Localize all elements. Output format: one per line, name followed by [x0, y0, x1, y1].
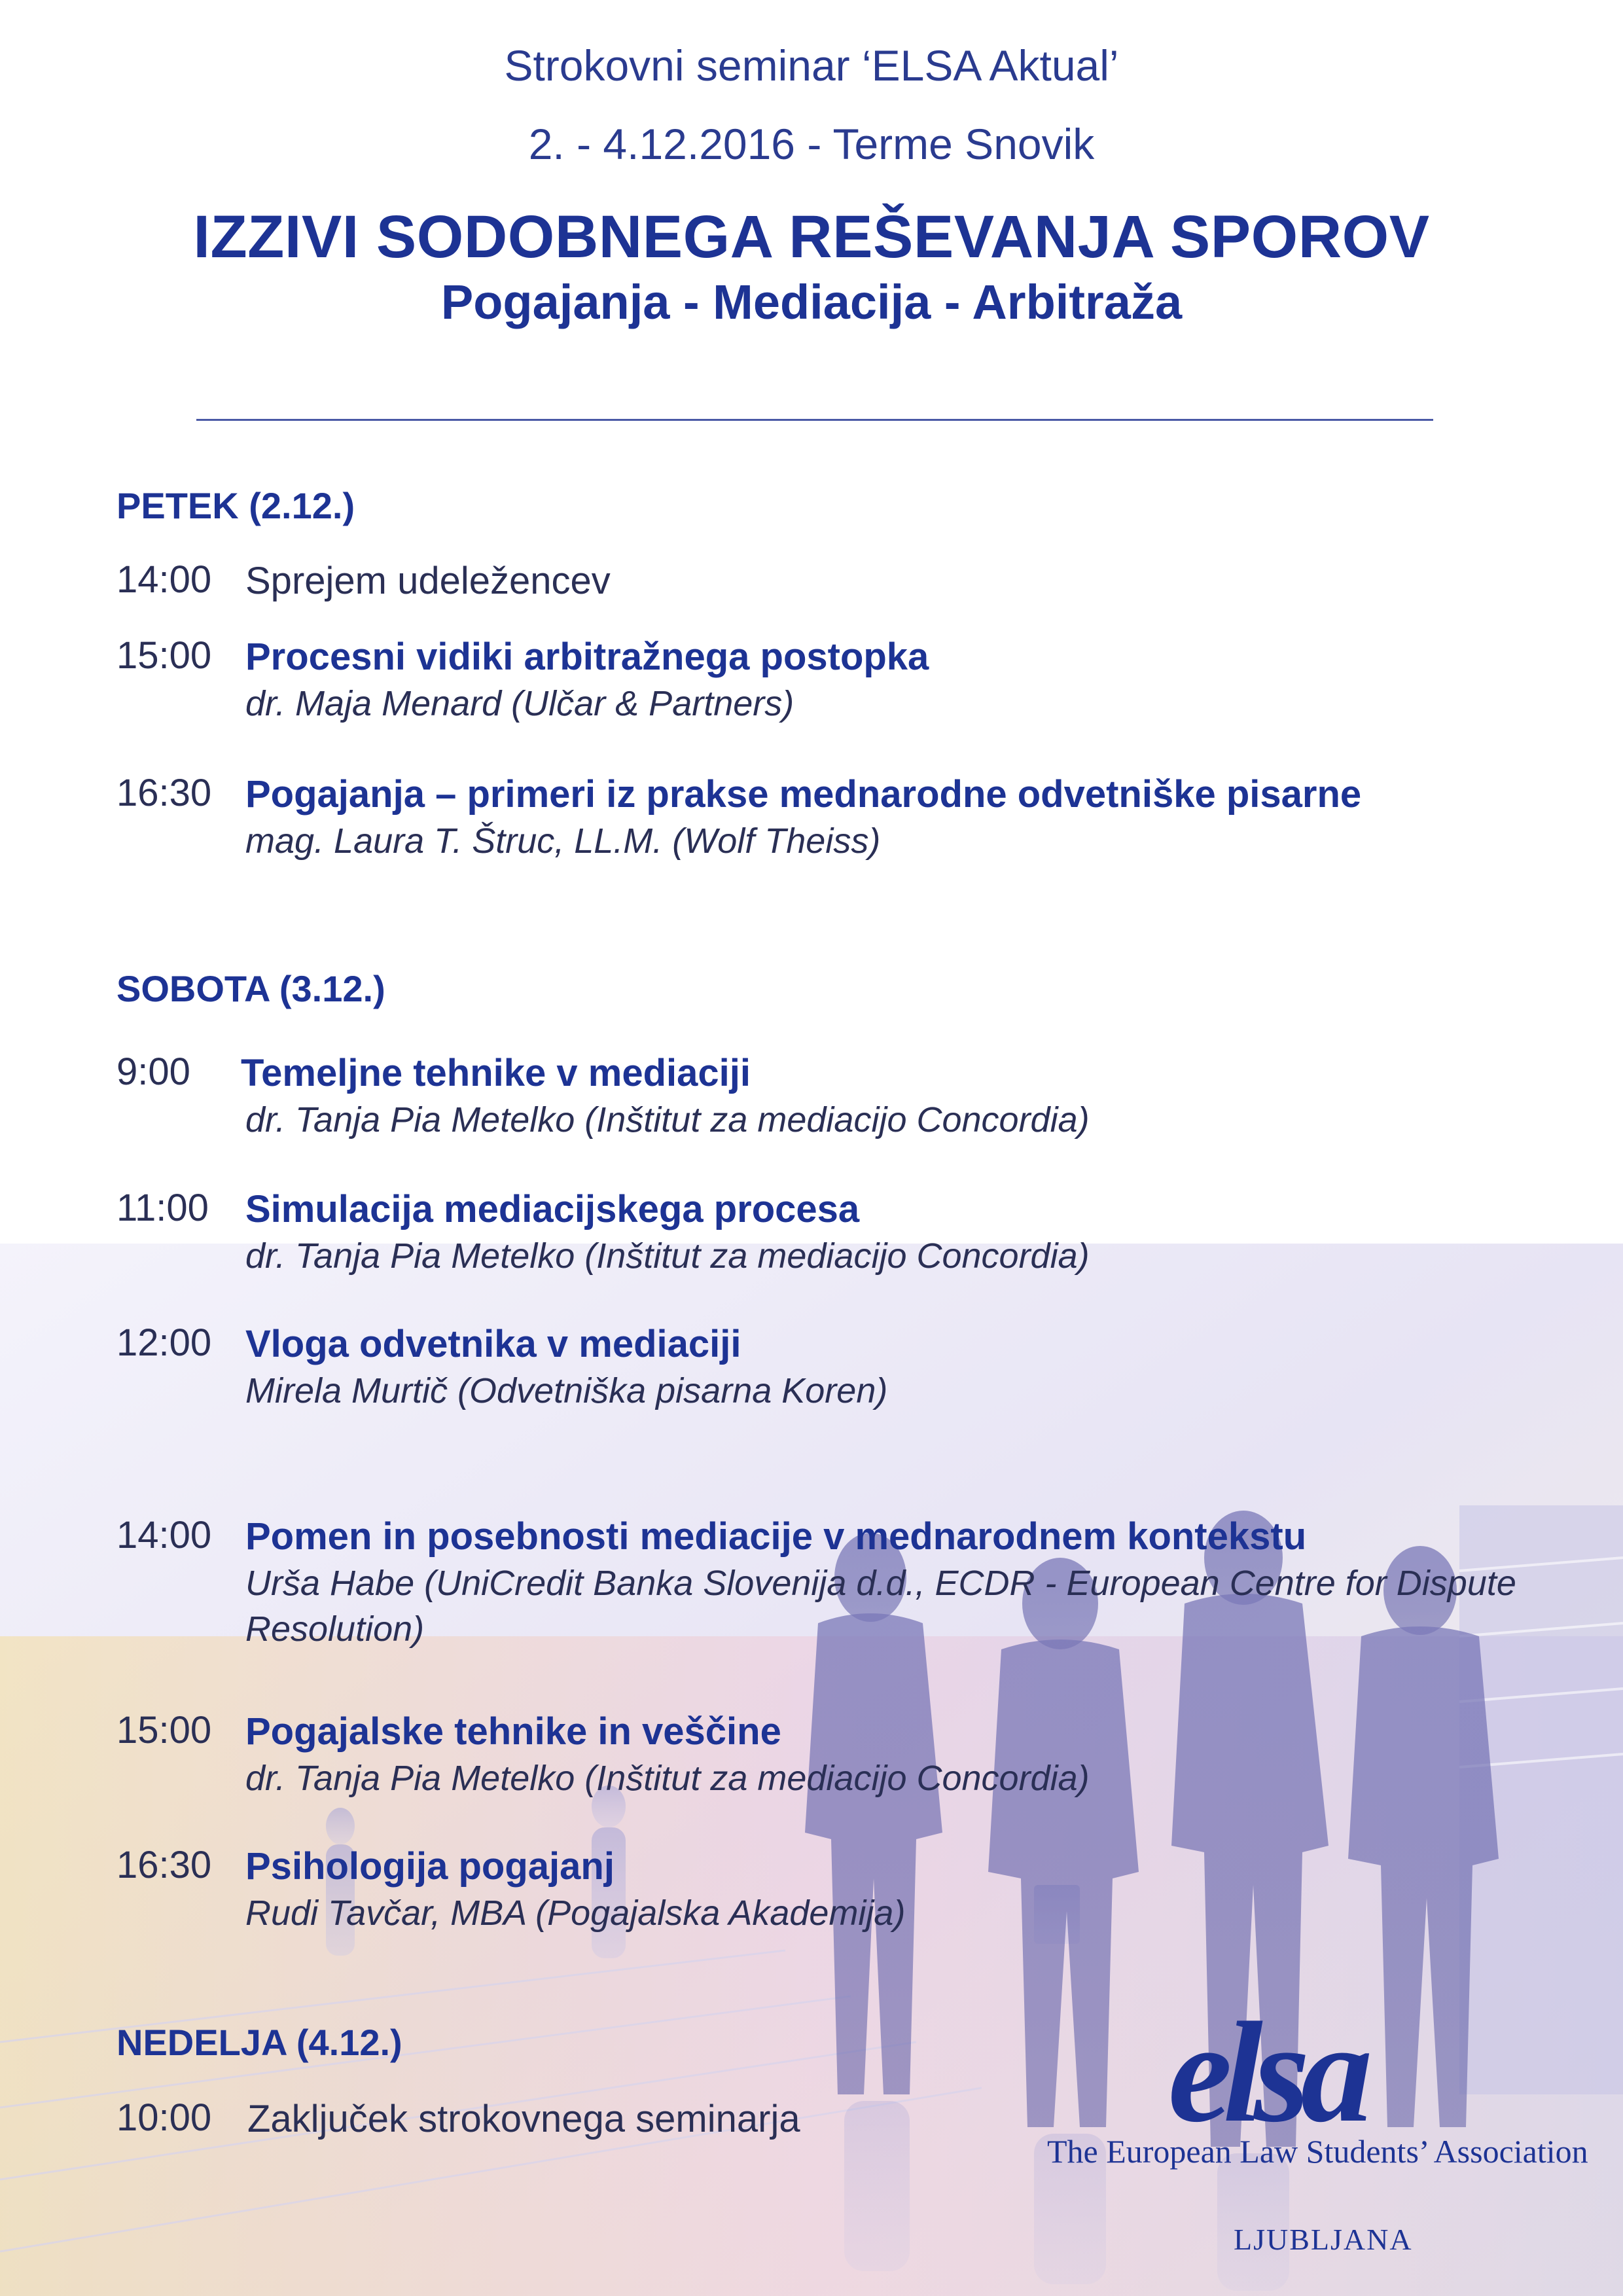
- day-heading-saturday: SOBOTA (3.12.): [116, 968, 385, 1009]
- seminar-name: Strokovni seminar ‘ELSA Aktual’: [504, 41, 1119, 90]
- elsa-logo: [1034, 1990, 1603, 2291]
- item-title: Procesni vidiki arbitražnega postopka: [245, 636, 929, 678]
- item-speaker: dr. Tanja Pia Metelko (Inštitut za mediacijo Concordia): [245, 1100, 1090, 1139]
- elsa-city: LJUBLJANA: [1234, 2223, 1413, 2256]
- item-title: Zaključek strokovnega seminarja: [247, 2098, 800, 2140]
- item-time: 12:00: [116, 1321, 212, 1364]
- day-heading-friday: PETEK (2.12.): [116, 485, 355, 526]
- item-time: 14:00: [116, 1514, 212, 1556]
- item-time: 10:00: [116, 2096, 212, 2139]
- page-subtitle: Pogajanja - Mediacija - Arbitraža: [440, 275, 1183, 329]
- item-time: 16:30: [116, 1844, 212, 1886]
- item-speaker: Rudi Tavčar, MBA (Pogajalska Akademija): [245, 1893, 906, 1933]
- item-title: Vloga odvetnika v mediaciji: [245, 1323, 741, 1365]
- item-speaker: dr. Tanja Pia Metelko (Inštitut za mediacijo Concordia): [245, 1759, 1090, 1798]
- item-time: 16:30: [116, 772, 212, 814]
- elsa-tagline: The European Law Students’ Association: [1047, 2133, 1588, 2170]
- item-title: Simulacija mediacijskega procesa: [245, 1188, 860, 1230]
- day-heading-sunday: NEDELJA (4.12.): [116, 2022, 402, 2063]
- item-speaker: dr. Tanja Pia Metelko (Inštitut za mediacijo Concordia): [245, 1236, 1090, 1276]
- item-title: Temeljne tehnike v mediaciji: [241, 1052, 751, 1094]
- item-title: Pomen in posebnosti mediacije v mednarodnem kontekstu: [245, 1515, 1307, 1558]
- item-speaker: Mirela Murtič (Odvetniška pisarna Koren): [245, 1371, 888, 1410]
- item-time: 15:00: [116, 1709, 212, 1751]
- seminar-date-location: 2. - 4.12.2016 - Terme Snovik: [528, 120, 1095, 168]
- item-speaker: dr. Maja Menard (Ulčar & Partners): [245, 684, 794, 723]
- item-speaker: mag. Laura T. Štruc, LL.M. (Wolf Theiss): [245, 821, 881, 861]
- page-title: IZZIVI SODOBNEGA REŠEVANJA SPOROV: [193, 204, 1430, 270]
- item-time: 15:00: [116, 634, 212, 677]
- item-title: Sprejem udeležencev: [245, 560, 611, 602]
- item-title: Psihologija pogajanj: [245, 1845, 615, 1888]
- elsa-logo-mark: elsa: [1168, 1992, 1364, 2152]
- header: [0, 26, 1623, 330]
- item-time: 11:00: [116, 1187, 209, 1229]
- header-divider: [196, 419, 1433, 421]
- item-title: Pogajanja – primeri iz prakse mednarodne odvetniške pisarne: [245, 773, 1362, 816]
- item-speaker: Urša Habe (UniCredit Banka Slovenija d.d., ECDR - European Centre for Dispute Resolution): [245, 1564, 1516, 1649]
- item-title: Pogajalske tehnike in veščine: [245, 1710, 781, 1753]
- item-time: 9:00: [116, 1050, 190, 1093]
- item-time: 14:00: [116, 558, 212, 601]
